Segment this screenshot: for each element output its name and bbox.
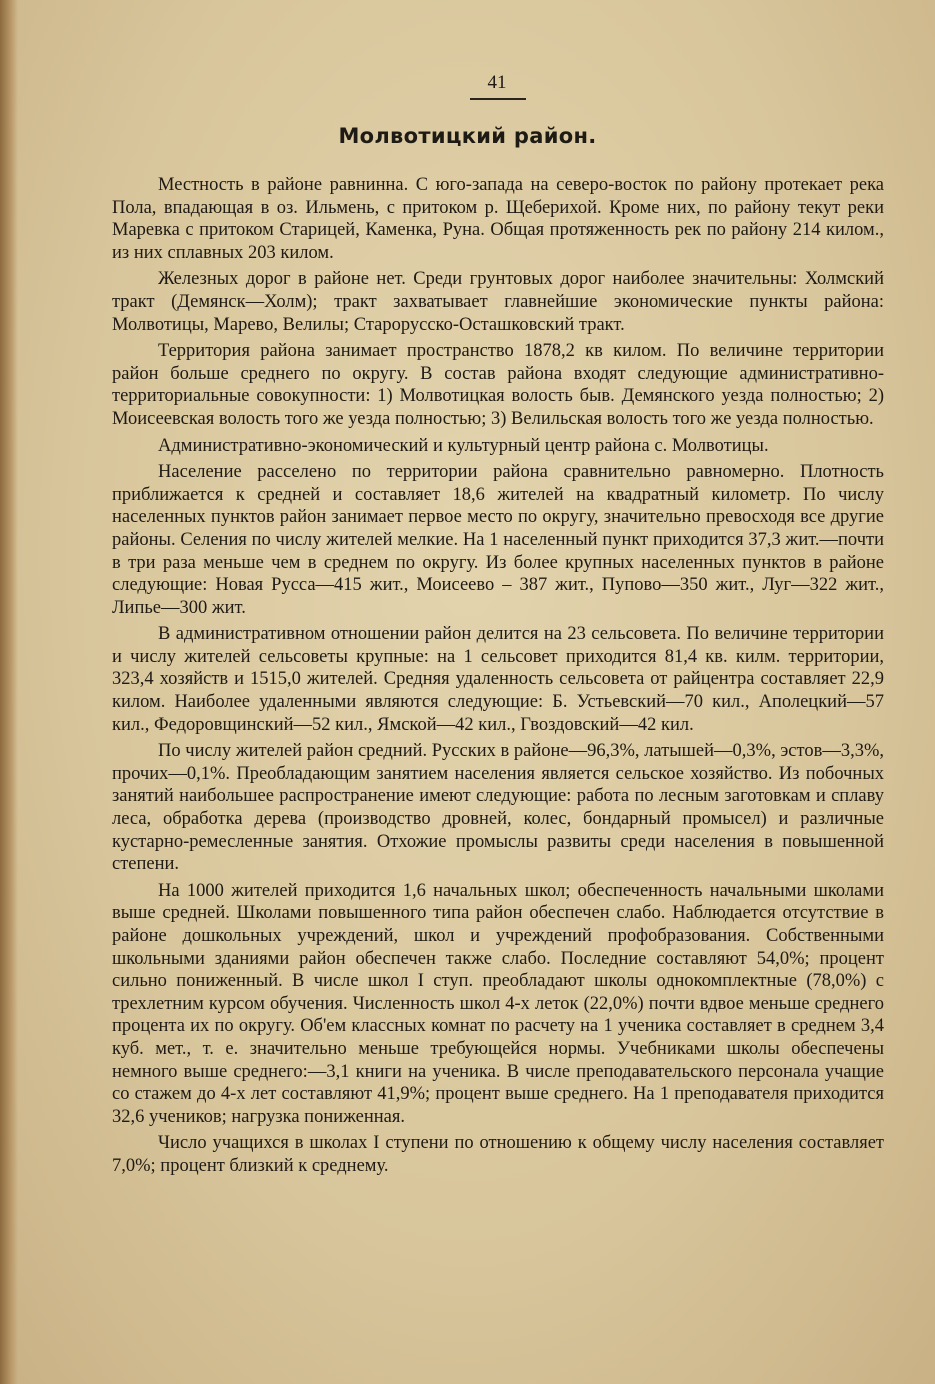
paragraph-territory: Территория района занимает пространство 1878,2 кв килом. По величине территории район больше среднего по округу. В состав района входят следующие административно-территориальные совокупности: 1) Молвотицкая волость быв. Демянского уезда полностью; 2) Моисеевская волость того же уезда полностью; 3) Велильская волость того же уезда полностью. xyxy=(112,341,884,429)
paragraph-population: Население расселено по территории района сравнительно равномерно. Плотность приближается к средней и составляет 18,6 жителей на квадратный километр. По числу населенных пунктов район занимает первое место по округу, значительно превосходя все другие районы. Селения по числу жителей мелкие. На 1 населенный пункт приходится 37,3 жит.—почти в три раза меньше чем в среднем по округу. Из более крупных населенных пунктов в районе следующие: Новая Русса—415 жит., Моисеево – 387 жит., Пупово—350 жит., Луг—322 жит., Липье—300 жит. xyxy=(112,462,884,618)
paragraph-administration: В административном отношении район делится на 23 сельсовета. По величине территории и числу жителей сельсоветы крупные: на 1 сельсовет приходится 81,4 кв. килм. территории, 323,4 хозяйств и 1515,0 жителей. Средняя удаленность сельсовета от райцентра составляет 22,9 килом. Наиболее удаленными являются следующие: Б. Устьевский—70 кил., Аполецкий—57 кил., Федоровщинский—52 кил., Ямской—42 кил., Гвоздовский—42 кил. xyxy=(112,624,884,735)
paragraph-ethnicity: По числу жителей район средний. Русских в районе—96,3%, латышей—0,3%, эстов—3,3%, прочих—0,1%. Преобладающим занятием населения является сельское хозяйство. Из побочных занятий наибольшее распространение имеют следующие: работа по лесным заготовкам и сплаву леса, обработка дерева (производство дровней, колес, бондарный промысел) и различные кустарно-ремесленные занятия. Отхожие промыслы развиты среди населения в повышенной степени. xyxy=(112,741,884,875)
paragraph-roads: Железных дорог в районе нет. Среди грунтовых дорог наиболее значительны: Холмский тракт (Демянск—Холм); тракт захватывает главнейшие экономические пункты района: Молвотицы, Марево, Велилы; Старорусско-Осташковский тракт. xyxy=(112,269,884,335)
page-number: 41 xyxy=(487,72,507,93)
paragraph-students: Число учащихся в школах I ступени по отношению к общему числу населения составляет 7,0%; процент близкий к среднему. xyxy=(112,1133,884,1176)
paragraph-center: Административно-экономический и культурный центр района с. Молвотицы. xyxy=(158,435,769,456)
page-binding-edge xyxy=(0,0,18,1384)
section-title: Молвотицкий район. xyxy=(338,124,597,148)
paragraph-geography: Местность в районе равнинна. С юго-запада на северо-восток по району протекает река Пола, впадающая в оз. Ильмень, с притоком р. Щеберихой. Кроме них, по району текут реки Маревка с притоком Старицей, Каменка, Руна. Общая протяженность рек по району 214 килом., из них сплавных 203 килом. xyxy=(112,175,884,263)
paragraph-schools: На 1000 жителей приходится 1,6 начальных школ; обеспеченность начальными школами выше средней. Школами повышенного типа район обеспечен слабо. Наблюдается отсутствие в районе дошкольных учреждений, школ и учреждений профобразования. Собственными школьными зданиями район обеспечен также слабо. Последние составляют 54,0%; процент сильно пониженный. В числе школ I ступ. преобладают школы однокомплектные (78,0%) с трехлетним курсом обучения. Численность школ 4-х леток (22,0%) почти вдвое меньше среднего процента их по округу. Об'ем классных комнат по расчету на 1 ученика составляет в среднем 3,4 куб. мет., т. е. значительно меньше требующейся нормы. Учебниками школы обеспечены немного выше среднего:—3,1 книги на ученика. В числе преподавательского персонала учащие со стажем до 4-х лет составляют 41,9%; процент выше среднего. На 1 преподавателя приходится 32,6 учеников; нагрузка пониженная. xyxy=(112,880,884,1127)
page-number-underline xyxy=(470,98,526,100)
body-text xyxy=(112,174,884,1178)
